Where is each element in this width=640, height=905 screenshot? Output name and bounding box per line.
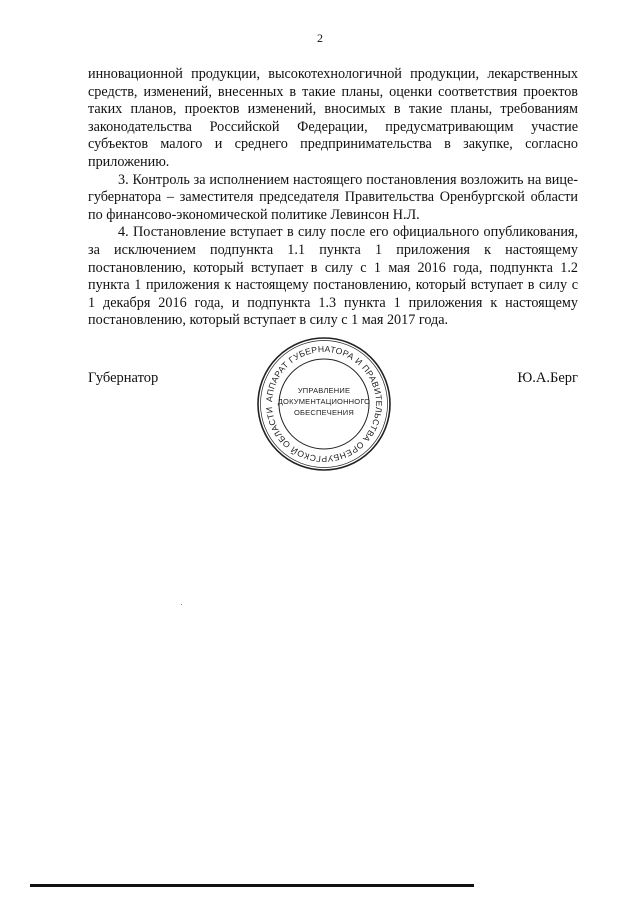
- page-bottom-rule: [30, 884, 474, 887]
- paragraph-4: 4. Постановление вступает в силу после его официального опубликования, за исключением подпункта 1.1 пункта 1 приложения к настоящему постановлению, который вступает в силу с 1 мая 2016 года, подпункта 1.2 пункта 1 приложения к настоящему постановлению, который вступает в силу с 1 декабря 2016 года, и подпункта 1.3 пункта 1 приложения к настоящему постановлению, который вступает в силу с 1 мая 2017 года.: [88, 224, 578, 329]
- document-body: [88, 66, 578, 330]
- seal-ring-text: АППАРАТ ГУБЕРНАТОРА И ПРАВИТЕЛЬСТВА ОРЕНБУРГСКОЙ ОБЛАСТИ: [263, 343, 385, 465]
- page-number: 2: [317, 31, 323, 45]
- paragraph-3: 3. Контроль за исполнением настоящего постановления возложить на вице-губернатора – заместителя председателя Правительства Оренбургской области по финансово-экономической политике Левинсон Н.Л.: [88, 171, 578, 223]
- signatory-title: Губернатор: [88, 370, 159, 386]
- seal-inner-line-1: УПРАВЛЕНИЕ: [297, 386, 351, 395]
- seal-inner-line-3: ОБЕСПЕЧЕНИЯ: [294, 408, 354, 417]
- signatory-name: Ю.А.Берг: [517, 370, 578, 386]
- seal-inner-line-2: ДОКУМЕНТАЦИОННОГО: [277, 397, 371, 406]
- scan-speck: [181, 604, 182, 605]
- paragraph-continuation: инновационной продукции, высокотехнологичной продукции, лекарственных средств, изменений, внесенных в такие планы, оценки соответствия проектов таких планов, проектов изменений, вносимых в такие планы, требованиям законодательства Российской Федерации, предусматривающим участие субъектов малого и среднего предпринимательства в закупке, согласно приложению.: [88, 66, 578, 170]
- official-seal-stamp: [255, 335, 393, 473]
